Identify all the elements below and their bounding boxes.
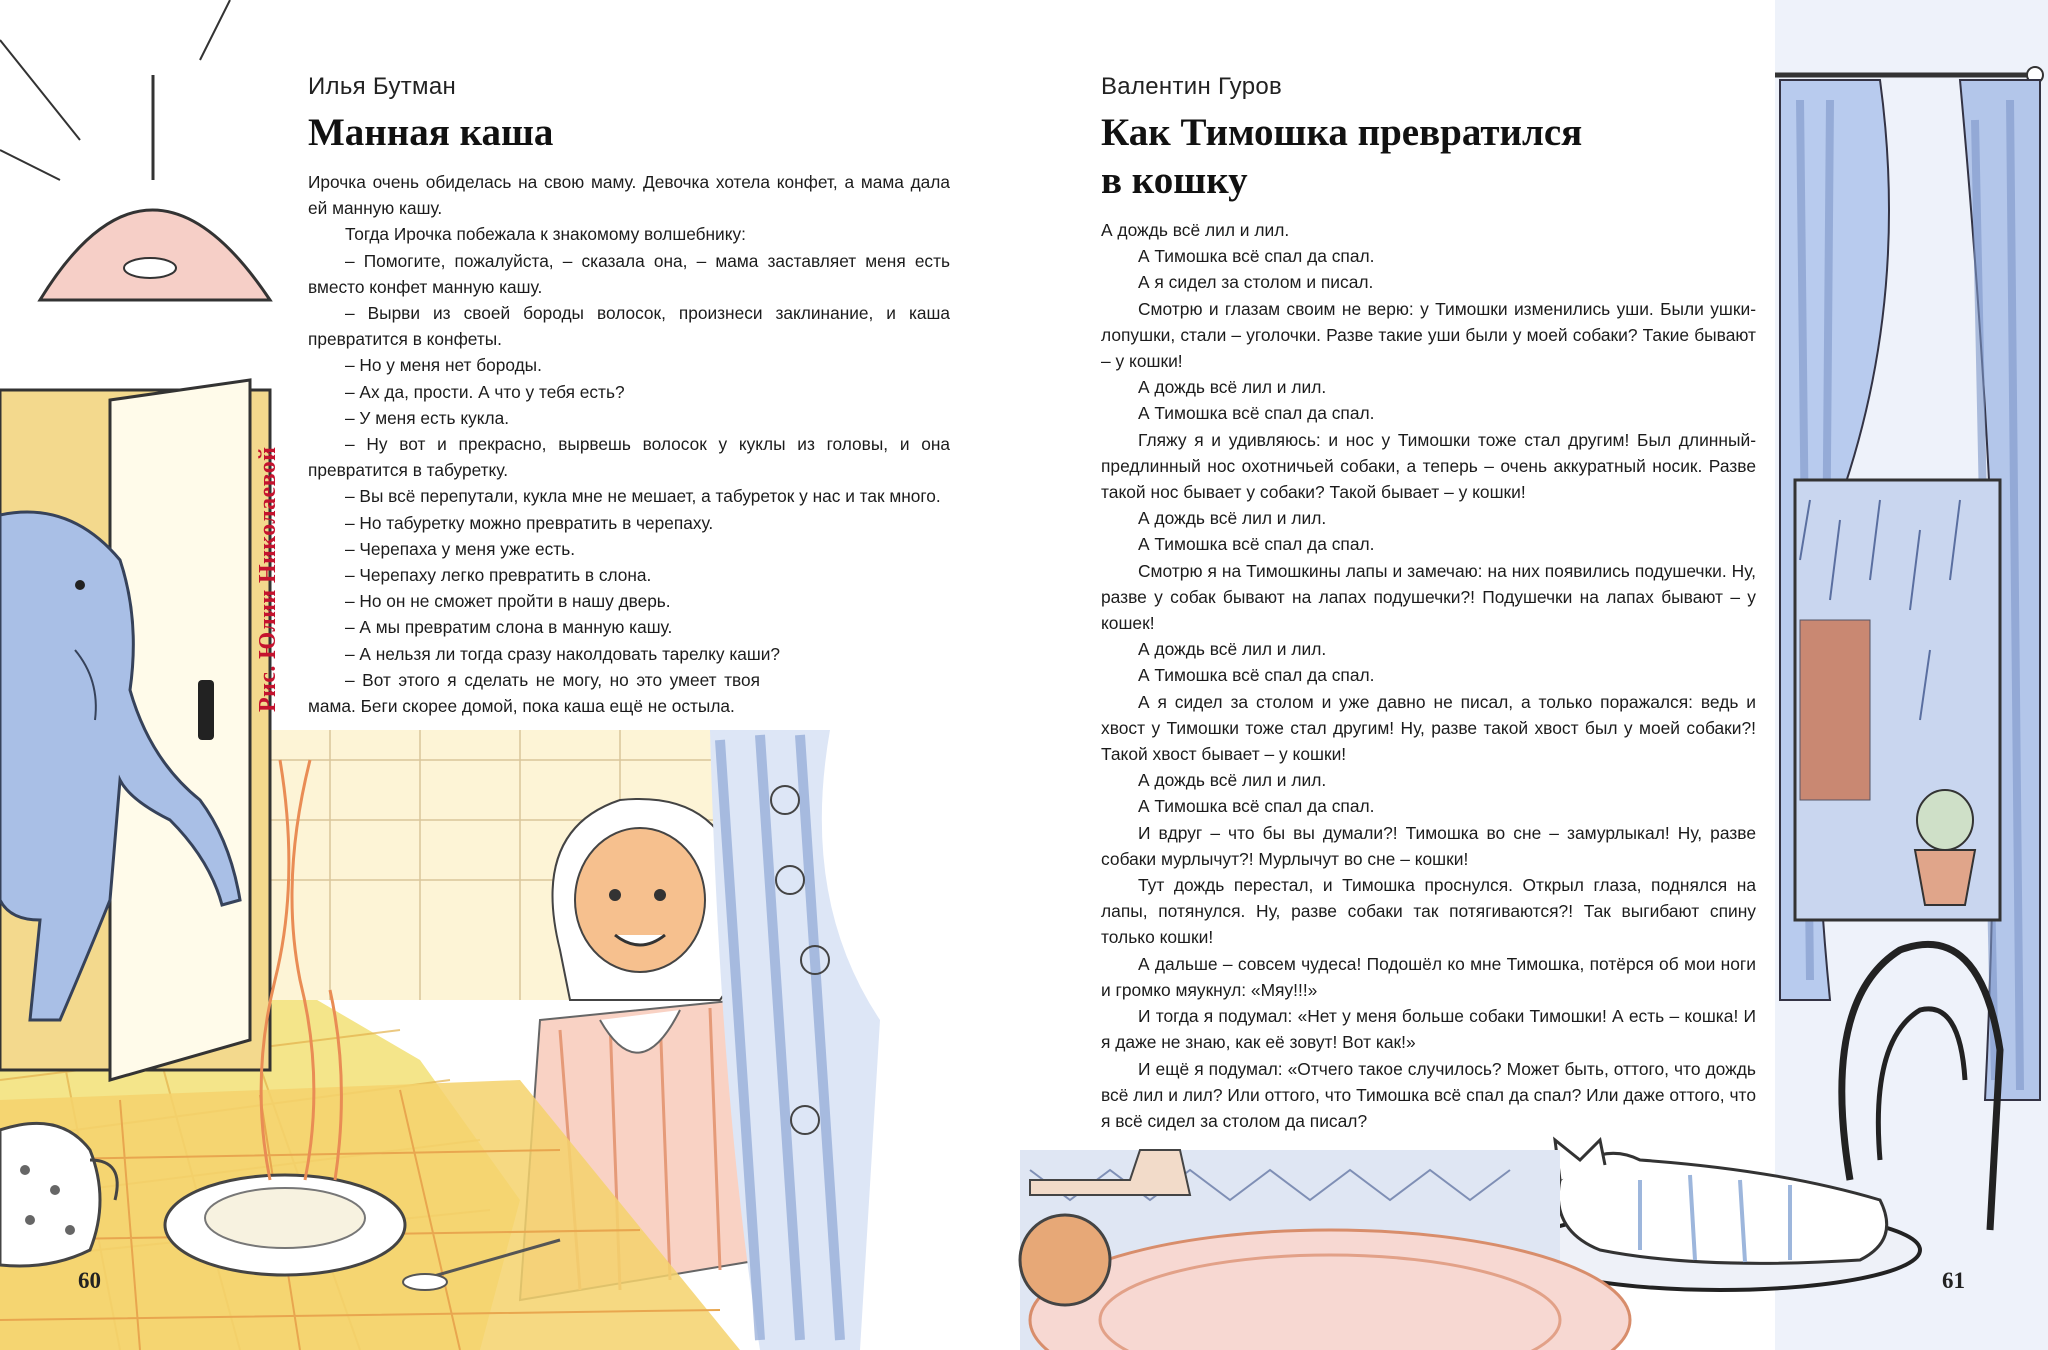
story-paragraph: – Вырви из своей бороды волосок, произнеси заклинание, и каша превратится в конфеты. xyxy=(308,303,950,350)
story-paragraph: – Но табуретку можно превратить в черепаху. xyxy=(345,512,714,533)
right-author: Валентин Гуров xyxy=(1101,73,1283,100)
story-paragraph: А Тимошка всё спал да спал. xyxy=(1138,796,1375,817)
right-page-text xyxy=(1101,73,1756,1134)
illustration-credit: Рис. Юлии Николаевой xyxy=(255,446,281,712)
story-paragraph: Тогда Ирочка побежала к знакомому волшебнику: xyxy=(345,224,746,245)
story-paragraph: – Вы всё перепутали, кукла мне не мешает, а табуреток у нас и так много. xyxy=(345,486,941,507)
left-story-body xyxy=(308,169,950,719)
right-title xyxy=(1101,109,1756,205)
story-paragraph: А дождь всё лил и лил. xyxy=(1138,770,1327,791)
story-paragraph: – Но у меня нет бороды. xyxy=(345,355,542,376)
story-paragraph: И тогда я подумал: «Нет у меня больше собаки Тимошки! А есть – кошка! И я даже не знаю, как её зовут! Вот как!» xyxy=(1101,1006,1756,1053)
page-number-right: 61 xyxy=(1942,1268,1965,1293)
story-paragraph: А дождь всё лил и лил. xyxy=(1101,220,1290,240)
story-paragraph: Смотрю и глазам своим не верю: у Тимошки изменились уши. Были ушки-лопушки, стали – уголочки. Разве такие уши были у моей собаки? Такие бывают – у кошки! xyxy=(1101,298,1756,372)
story-paragraph: – Ах да, прости. А что у тебя есть? xyxy=(345,381,625,402)
story-paragraph: Тут дождь перестал, и Тимошка проснулся. Открыл глаза, поднялся на лапы, потянулся. Ну, разве собаки так потягиваются?! Так выгибают спину только кошки! xyxy=(1101,875,1756,948)
left-author: Илья Бутман xyxy=(308,73,457,100)
story-paragraph: А Тимошка всё спал да спал. xyxy=(1138,665,1375,686)
story-paragraph: – Вот этого я сделать не могу, но это умеет твоя мама. Беги скорее домой, пока каша ещё не остыла. xyxy=(308,669,760,717)
story-paragraph: А Тимошка всё спал да спал. xyxy=(1138,534,1375,555)
building-outside xyxy=(1800,620,1870,800)
story-paragraph: – А мы превратим слона в манную кашу. xyxy=(345,617,673,638)
story-paragraph: И ещё я подумал: «Отчего такое случилось? Может быть, оттого, что дождь всё лил и лил? Или оттого, что Тимошка всё спал да спал? Или даже оттого, что я всё сидел за столом да писал? xyxy=(1101,1058,1756,1131)
story-paragraph: А дождь всё лил и лил. xyxy=(1138,508,1327,529)
story-paragraph: А я сидел за столом и уже давно не писал, а только поражался: ведь и хвост у Тимошки тоже стал другим! Ну, разве такой хвост был у моей собаки?! Такой хвост бывает – у кошки! xyxy=(1101,691,1756,765)
ceiling-lamp xyxy=(40,210,270,300)
story-paragraph: – Помогите, пожалуйста, – сказала она, – мама заставляет меня есть вместо конфет манную кашу. xyxy=(308,250,950,297)
right-title-line: в кошку xyxy=(1101,159,1248,202)
ball xyxy=(1020,1215,1110,1305)
lamp-bulb xyxy=(124,258,176,278)
story-paragraph: А дальше – совсем чудеса! Подошёл ко мне Тимошка, потёрся об мои ноги и громко мяукнул: «Мяу!!!» xyxy=(1101,953,1756,1000)
story-paragraph: А дождь всё лил и лил. xyxy=(1138,377,1327,398)
story-paragraph: Гляжу я и удивляюсь: и нос у Тимошки тоже стал другим! Был длинный-предлинный нос охотничьей собаки, а теперь – очень аккуратный носик. Разве такой нос бывает у собаки? Такой бывает – у кошки! xyxy=(1101,429,1756,503)
story-paragraph: И вдруг – что бы вы думали?! Тимошка во сне – замурлыкал! Ну, разве собаки мурлычут?! Мурлычут во сне – кошки! xyxy=(1101,822,1756,869)
story-paragraph: А Тимошка всё спал да спал. xyxy=(1138,403,1375,424)
story-paragraph: А я сидел за столом и писал. xyxy=(1138,272,1374,293)
story-paragraph: – Ну вот и прекрасно, вырвешь волосок у куклы из головы, и она превратится в табуретку. xyxy=(308,434,950,481)
story-paragraph: – Но он не сможет пройти в нашу дверь. xyxy=(345,591,671,612)
story-paragraph: Ирочка очень обиделась на свою маму. Девочка хотела конфет, а мама дала ей манную кашу. xyxy=(308,172,950,219)
ceiling-lines xyxy=(0,0,230,180)
right-story-body xyxy=(1101,217,1756,1134)
page-number-left: 60 xyxy=(78,1268,101,1293)
story-paragraph: А Тимошка всё спал да спал. xyxy=(1138,246,1375,267)
story-paragraph: – А нельзя ли тогда сразу наколдовать тарелку каши? xyxy=(345,643,781,664)
semolina xyxy=(205,1188,365,1248)
left-title: Манная каша xyxy=(308,111,554,154)
door-handle xyxy=(198,680,214,740)
story-paragraph: Смотрю я на Тимошкины лапы и замечаю: на них появились подушечки. Ну, разве у собак бывают на лапах подушечки?! Подушечки на лапах бывают – у кошек! xyxy=(1101,560,1756,634)
story-paragraph: – Черепаху легко превратить в слона. xyxy=(345,565,652,586)
story-paragraph: А дождь всё лил и лил. xyxy=(1138,639,1327,660)
story-paragraph: – У меня есть кукла. xyxy=(345,407,510,428)
story-paragraph: – Черепаха у меня уже есть. xyxy=(345,538,576,559)
left-page-text xyxy=(308,73,950,719)
spoon-bowl xyxy=(403,1274,447,1290)
right-title-line: Как Тимошка превратился xyxy=(1101,111,1583,154)
